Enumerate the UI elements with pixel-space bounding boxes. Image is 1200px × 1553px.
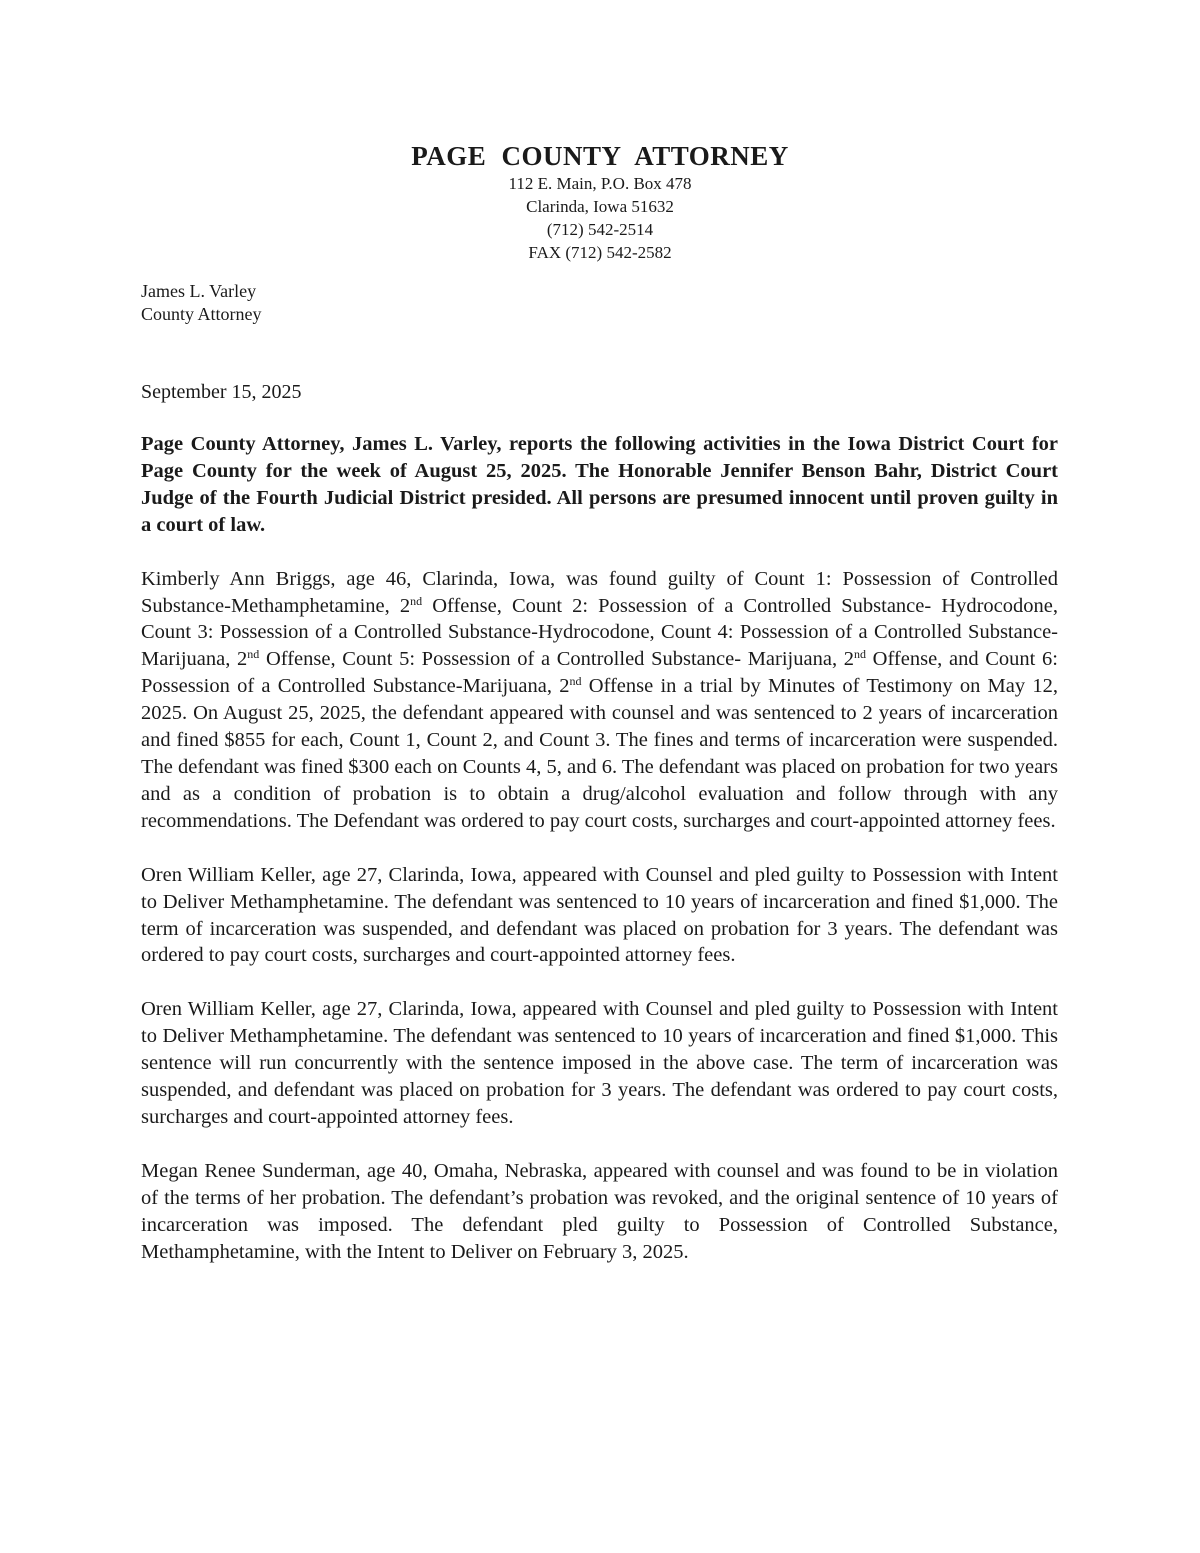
ordinal-suffix: nd [247, 647, 260, 662]
letter-date: September 15, 2025 [141, 381, 302, 403]
letter-body [141, 431, 1058, 1292]
letterhead [0, 140, 1200, 264]
ordinal-suffix: nd [569, 674, 582, 689]
ordinal-suffix: nd [854, 647, 866, 662]
office-title: PAGE COUNTY ATTORNEY [411, 141, 789, 171]
intro-paragraph: Page County Attorney, James L. Varley, reports the following activities in the Iowa District Court for Page County for the week of August 25, 2025. The Honorable Jennifer Benson Bahr, District Court Judge of the Fourth Judicial District presided. All persons are presumed innocent until proven guilty in a court of law. [141, 433, 1058, 536]
case1-text-1: Kimberly Ann Briggs, age 46, Clarinda, Iowa, was found guilty of Count 1: Possession of Controlled Substance-Methamphetamine, 2 [141, 567, 1058, 617]
phone-number: (712) 542-2514 [546, 220, 654, 239]
case-paragraph-keller-2: Oren William Keller, age 27, Clarinda, Iowa, appeared with Counsel and pled guilty to Possession with Intent to Deliver Methamphetamine. The defendant was sentenced to 10 years of incarceration and fined $1,000. This sentence will run concurrently with the sentence imposed in the above case. The term of incarceration was suspended, and defendant was placed on probation for 3 years. The defendant was ordered to pay court costs, surcharges and court-appointed attorney fees. [141, 998, 1058, 1128]
address-line-2: Clarinda, Iowa 51632 [526, 197, 674, 216]
case-paragraph-sunderman: Megan Renee Sunderman, age 40, Omaha, Nebraska, appeared with counsel and was found to be in violation of the terms of her probation. The defendant’s probation was revoked, and the original sentence of 10 years of incarceration was imposed. The defendant pled guilty to Possession of Controlled Substance, Methamphetamine, with the Intent to Deliver on February 3, 2025. [141, 1159, 1058, 1263]
case-paragraph-keller-1: Oren William Keller, age 27, Clarinda, Iowa, appeared with Counsel and pled guilty to Possession with Intent to Deliver Methamphetamine. The defendant was sentenced to 10 years of incarceration and fined $1,000. The term of incarceration was suspended, and defendant was placed on probation for 3 years. The defendant was ordered to pay court costs, surcharges and court-appointed attorney fees. [141, 863, 1058, 967]
sender-name: James L. Varley [141, 281, 257, 301]
fax-number: FAX (712) 542-2582 [528, 243, 672, 262]
sender-title: County Attorney [141, 304, 262, 324]
ordinal-suffix: nd [410, 593, 423, 608]
case1-text-3: Offense, Count 5: Possession of a Controlled Substance- Marijuana, 2 [259, 648, 854, 671]
case1-text-2: Offense, Count 2: Possession of a Controlled Substance- Hydrocodone, Count 3: Possession of a Controlled Substance-Hydrocodone, Count 4: Possession of a Controlled Substance-Marijuana, 2 [141, 594, 1058, 671]
case-paragraph-briggs [141, 566, 1058, 835]
sender-block [141, 280, 262, 326]
case1-text-4: Offense, and Count 6: Possession of a Controlled Substance-Marijuana, 2 [141, 648, 1058, 698]
case1-text-5: Offense in a trial by Minutes of Testimony on May 12, 2025. On August 25, 2025, the defendant appeared with counsel and was sentenced to 2 years of incarceration and fined $855 for each, Count 1, Count 2, and Count 3. The fines and terms of incarceration were suspended. The defendant was fined $300 each on Counts 4, 5, and 6. The defendant was placed on probation for two years and as a condition of probation is to obtain a drug/alcohol evaluation and follow through with any recommendations. The Defendant was ordered to pay court costs, surcharges and court-appointed attorney fees. [141, 675, 1058, 832]
address-line-1: 112 E. Main, P.O. Box 478 [508, 174, 692, 193]
